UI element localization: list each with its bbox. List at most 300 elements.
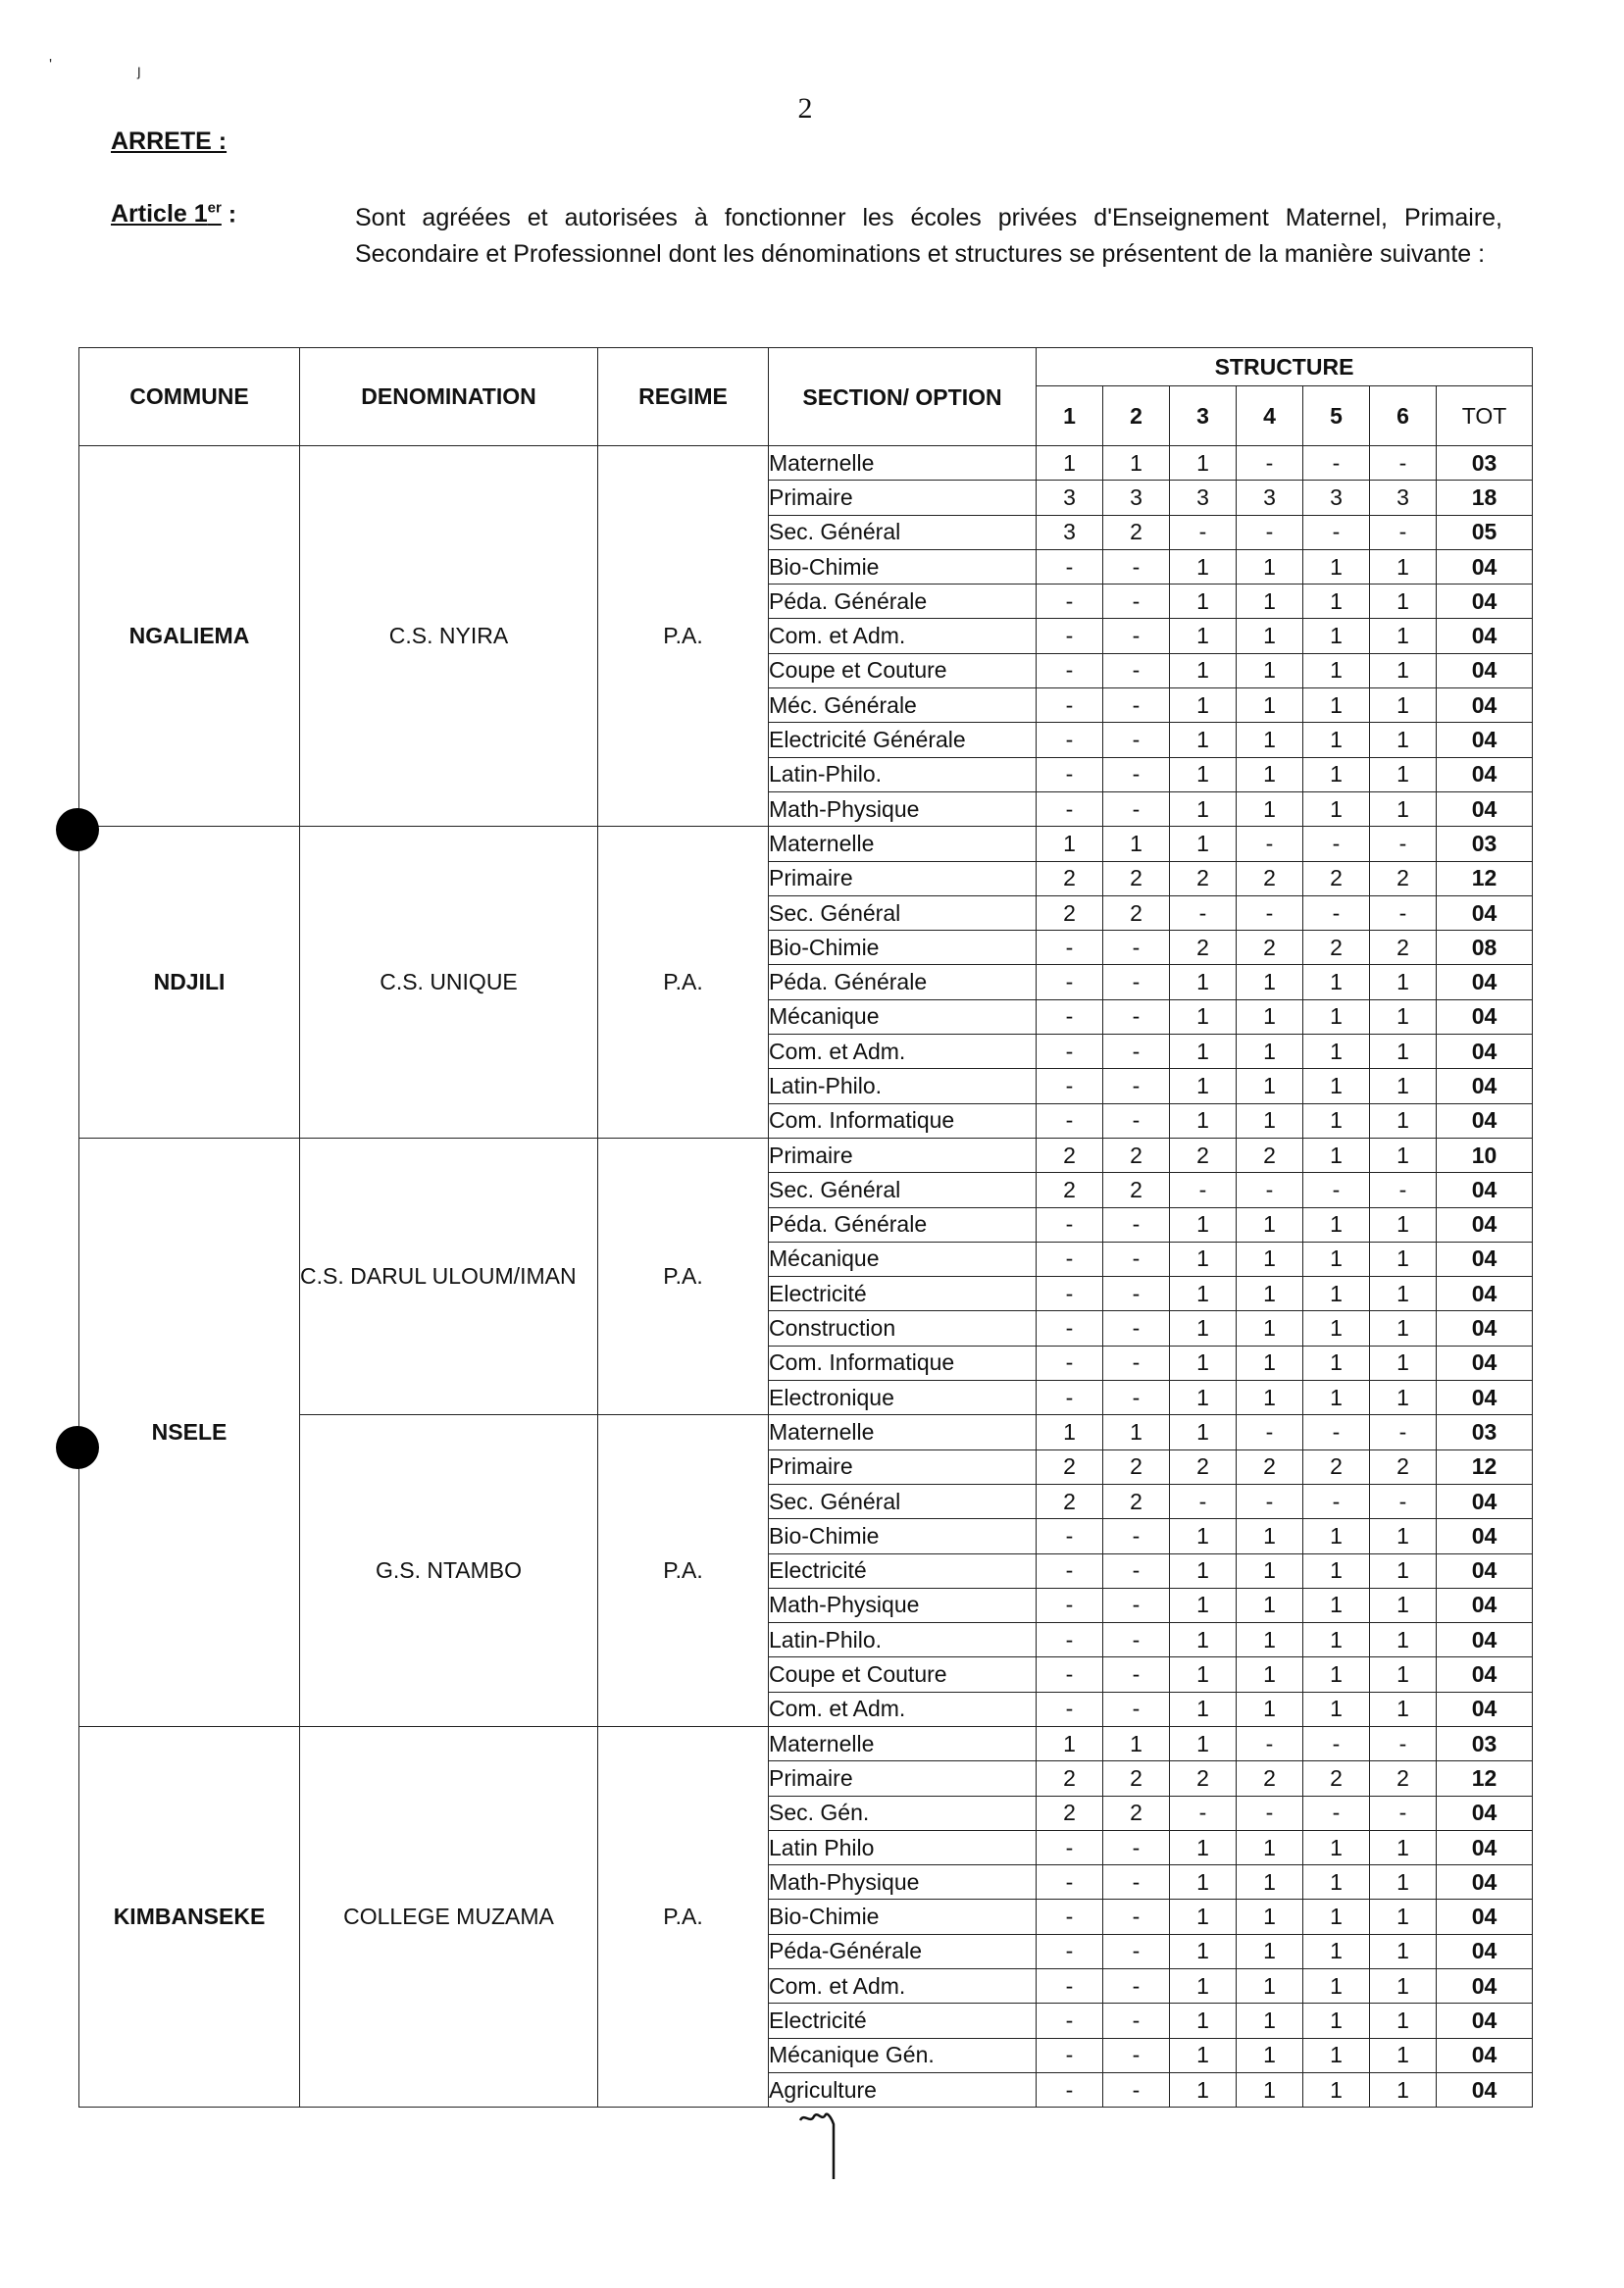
section-cell: Bio-Chimie [769,1519,1037,1553]
tot-cell: 18 [1437,481,1533,515]
level-cell: 1 [1370,2072,1437,2107]
level-cell: 1 [1370,1207,1437,1242]
level-cell: 1 [1037,827,1103,861]
level-cell: 1 [1303,965,1370,999]
level-cell: 2 [1170,931,1237,965]
level-cell: 1 [1370,585,1437,619]
level-cell: - [1370,515,1437,549]
table-body [79,446,1533,2108]
level-cell: 1 [1303,1969,1370,2004]
level-cell: - [1370,895,1437,930]
level-cell: 2 [1103,1761,1170,1796]
level-cell: 2 [1037,1173,1103,1207]
tot-cell: 04 [1437,1796,1533,1830]
level-cell: 2 [1370,1761,1437,1796]
section-cell: Mécanique [769,999,1037,1034]
level-cell: - [1037,1900,1103,1934]
level-cell: - [1303,1173,1370,1207]
level-cell: - [1103,2038,1170,2072]
level-cell: 1 [1170,791,1237,826]
level-cell: - [1037,1381,1103,1415]
section-cell: Maternelle [769,827,1037,861]
page-number: 2 [797,92,813,125]
level-cell: - [1103,1588,1170,1622]
level-cell: 1 [1103,827,1170,861]
article-label [111,200,236,229]
level-cell: 1 [1170,585,1237,619]
tot-cell: 04 [1437,757,1533,791]
level-cell: 1 [1170,965,1237,999]
tot-cell: 04 [1437,1623,1533,1657]
section-cell: Construction [769,1311,1037,1346]
tot-cell: 04 [1437,1969,1533,2004]
level-cell: - [1237,515,1303,549]
level-cell: 1 [1303,1138,1370,1172]
level-cell: 1 [1103,1415,1170,1449]
tot-cell: 04 [1437,2072,1533,2107]
tot-cell: 04 [1437,895,1533,930]
level-cell: - [1103,757,1170,791]
level-cell: - [1303,827,1370,861]
level-cell: - [1370,827,1437,861]
level-cell: - [1037,791,1103,826]
regime-cell: P.A. [598,827,769,1139]
level-cell: 2 [1303,861,1370,895]
level-cell: - [1103,1381,1170,1415]
level-cell: - [1103,1103,1170,1138]
level-cell: - [1037,1692,1103,1726]
level-cell: - [1037,1346,1103,1380]
level-cell: 1 [1170,1415,1237,1449]
level-cell: 1 [1237,1934,1303,1968]
level-cell: 1 [1170,1830,1237,1864]
level-cell: 1 [1170,1103,1237,1138]
level-cell: 2 [1103,1796,1170,1830]
section-cell: Electricité [769,1277,1037,1311]
level-cell: 1 [1237,653,1303,687]
level-cell: 2 [1037,895,1103,930]
table-row [79,446,1533,481]
denomination-cell: C.S. UNIQUE [300,827,598,1139]
level-cell: 1 [1237,965,1303,999]
level-cell: - [1103,999,1170,1034]
header-level: 2 [1103,386,1170,446]
level-cell: - [1170,1796,1237,1830]
tot-cell: 04 [1437,1242,1533,1276]
level-cell: - [1037,1069,1103,1103]
table-row [79,1726,1533,1760]
level-cell: 1 [1170,1588,1237,1622]
level-cell: 1 [1303,1346,1370,1380]
tot-cell: 04 [1437,791,1533,826]
denomination-cell: COLLEGE MUZAMA [300,1726,598,2107]
level-cell: 1 [1303,1623,1370,1657]
level-cell: 1 [1170,688,1237,723]
section-cell: Com. Informatique [769,1103,1037,1138]
section-cell: Sec. Général [769,895,1037,930]
level-cell: 1 [1237,1311,1303,1346]
level-cell: 1 [1237,1035,1303,1069]
tot-cell: 04 [1437,1484,1533,1518]
level-cell: - [1103,1311,1170,1346]
level-cell: 1 [1170,1207,1237,1242]
level-cell: - [1103,549,1170,584]
level-cell: - [1303,1415,1370,1449]
level-cell: - [1037,965,1103,999]
level-cell: 1 [1237,2004,1303,2038]
level-cell: - [1037,1865,1103,1900]
level-cell: 1 [1303,1692,1370,1726]
level-cell: 2 [1170,1761,1237,1796]
level-cell: 1 [1237,723,1303,757]
level-cell: 1 [1370,1346,1437,1380]
regime-cell: P.A. [598,1726,769,2107]
level-cell: 1 [1370,1657,1437,1692]
level-cell: 1 [1303,1103,1370,1138]
level-cell: - [1037,619,1103,653]
section-cell: Electronique [769,1381,1037,1415]
level-cell: 3 [1037,515,1103,549]
level-cell: - [1037,999,1103,1034]
tot-cell: 04 [1437,2038,1533,2072]
level-cell: 1 [1237,688,1303,723]
tot-cell: 04 [1437,1173,1533,1207]
level-cell: 1 [1303,1588,1370,1622]
level-cell: 1 [1303,1657,1370,1692]
tot-cell: 04 [1437,1830,1533,1864]
level-cell: 2 [1303,1761,1370,1796]
level-cell: - [1103,1900,1170,1934]
section-cell: Péda. Générale [769,585,1037,619]
level-cell: 1 [1370,791,1437,826]
section-cell: Bio-Chimie [769,549,1037,584]
tot-cell: 04 [1437,723,1533,757]
level-cell: 1 [1370,1900,1437,1934]
level-cell: 1 [1303,791,1370,826]
level-cell: 1 [1037,1415,1103,1449]
level-cell: - [1103,1865,1170,1900]
tot-cell: 04 [1437,653,1533,687]
tot-cell: 04 [1437,1934,1533,1968]
level-cell: 1 [1237,1242,1303,1276]
section-cell: Latin Philo [769,1830,1037,1864]
commune-cell: NSELE [79,1138,300,1726]
tot-cell: 04 [1437,1381,1533,1415]
tot-cell: 04 [1437,585,1533,619]
level-cell: - [1037,1969,1103,2004]
level-cell: 1 [1170,1623,1237,1657]
level-cell: - [1303,515,1370,549]
header-commune: COMMUNE [79,348,300,446]
level-cell: 1 [1170,827,1237,861]
level-cell: - [1370,1173,1437,1207]
level-cell: 1 [1237,2038,1303,2072]
tot-cell: 04 [1437,1900,1533,1934]
level-cell: 1 [1170,1035,1237,1069]
level-cell: 2 [1103,861,1170,895]
level-cell: - [1103,965,1170,999]
level-cell: 1 [1370,1311,1437,1346]
level-cell: - [1037,2038,1103,2072]
tot-cell: 04 [1437,1103,1533,1138]
level-cell: 1 [1237,2072,1303,2107]
level-cell: 2 [1170,1449,1237,1484]
level-cell: - [1103,653,1170,687]
punch-hole [56,1426,99,1469]
level-cell: 1 [1303,1277,1370,1311]
level-cell: 1 [1170,2072,1237,2107]
level-cell: - [1237,446,1303,481]
level-cell: - [1103,1934,1170,1968]
section-cell: Bio-Chimie [769,1900,1037,1934]
level-cell: 2 [1103,1138,1170,1172]
level-cell: 1 [1370,757,1437,791]
level-cell: - [1103,931,1170,965]
level-cell: 1 [1370,1553,1437,1588]
level-cell: 2 [1170,861,1237,895]
level-cell: 1 [1170,1242,1237,1276]
level-cell: 1 [1303,1242,1370,1276]
tot-cell: 04 [1437,1588,1533,1622]
denomination-cell: C.S. NYIRA [300,446,598,827]
level-cell: 1 [1237,1103,1303,1138]
tot-cell: 04 [1437,965,1533,999]
level-cell: 1 [1170,757,1237,791]
level-cell: - [1103,1623,1170,1657]
level-cell: 1 [1170,1311,1237,1346]
level-cell: - [1037,1311,1103,1346]
section-cell: Com. Informatique [769,1346,1037,1380]
level-cell: - [1237,1796,1303,1830]
article-label-suffix: : [221,200,237,229]
tot-cell: 05 [1437,515,1533,549]
arrete-heading: ARRETE : [111,127,228,155]
level-cell: - [1037,1553,1103,1588]
level-cell: 2 [1103,515,1170,549]
level-cell: 2 [1237,861,1303,895]
level-cell: - [1303,446,1370,481]
level-cell: 1 [1170,619,1237,653]
level-cell: 1 [1370,549,1437,584]
section-cell: Maternelle [769,1726,1037,1760]
level-cell: 1 [1237,1553,1303,1588]
level-cell: - [1103,2072,1170,2107]
level-cell: - [1103,688,1170,723]
level-cell: - [1103,1035,1170,1069]
level-cell: - [1237,827,1303,861]
level-cell: - [1103,1692,1170,1726]
denomination-cell: C.S. DARUL ULOUM/IMAN [300,1138,598,1414]
section-cell: Péda. Générale [769,965,1037,999]
level-cell: - [1103,1830,1170,1864]
level-cell: - [1037,757,1103,791]
level-cell: - [1103,1519,1170,1553]
level-cell: - [1037,653,1103,687]
level-cell: 2 [1037,1138,1103,1172]
level-cell: 2 [1103,895,1170,930]
section-cell: Math-Physique [769,1865,1037,1900]
level-cell: 2 [1103,1449,1170,1484]
level-cell: 1 [1103,1726,1170,1760]
level-cell: 1 [1237,1069,1303,1103]
level-cell: 1 [1170,1553,1237,1588]
level-cell: 2 [1037,1484,1103,1518]
level-cell: 1 [1370,1035,1437,1069]
scan-mark: ' [49,57,53,74]
level-cell: - [1370,446,1437,481]
section-cell: Primaire [769,1138,1037,1172]
level-cell: 1 [1170,1381,1237,1415]
section-cell: Agriculture [769,2072,1037,2107]
header-structure: STRUCTURE [1037,348,1533,386]
level-cell: 1 [1303,585,1370,619]
level-cell: - [1037,1035,1103,1069]
tot-cell: 12 [1437,861,1533,895]
level-cell: 1 [1237,757,1303,791]
section-cell: Electricité [769,1553,1037,1588]
level-cell: 3 [1037,481,1103,515]
section-cell: Electricité Générale [769,723,1037,757]
level-cell: - [1237,1173,1303,1207]
level-cell: 2 [1103,1173,1170,1207]
tot-cell: 03 [1437,1726,1533,1760]
level-cell: 1 [1237,1900,1303,1934]
level-cell: 2 [1303,931,1370,965]
section-cell: Mécanique Gén. [769,2038,1037,2072]
punch-hole [56,808,99,851]
level-cell: 1 [1303,1519,1370,1553]
section-cell: Mécanique [769,1242,1037,1276]
tot-cell: 04 [1437,1553,1533,1588]
level-cell: 1 [1303,2038,1370,2072]
level-cell: 1 [1103,446,1170,481]
section-cell: Maternelle [769,1415,1037,1449]
tot-cell: 12 [1437,1449,1533,1484]
level-cell: 1 [1170,1934,1237,1968]
level-cell: 2 [1037,1449,1103,1484]
level-cell: - [1103,1346,1170,1380]
level-cell: 1 [1370,1830,1437,1864]
level-cell: 1 [1237,1623,1303,1657]
level-cell: - [1037,2004,1103,2038]
level-cell: 1 [1370,619,1437,653]
level-cell: - [1037,1934,1103,1968]
section-cell: Com. et Adm. [769,1692,1037,1726]
section-cell: Sec. Général [769,515,1037,549]
section-cell: Primaire [769,1761,1037,1796]
level-cell: 1 [1170,1277,1237,1311]
level-cell: - [1037,931,1103,965]
tot-cell: 03 [1437,827,1533,861]
level-cell: 1 [1303,1069,1370,1103]
level-cell: - [1037,1623,1103,1657]
level-cell: - [1103,1242,1170,1276]
level-cell: 1 [1303,619,1370,653]
commune-cell: NGALIEMA [79,446,300,827]
section-cell: Com. et Adm. [769,1969,1037,2004]
section-cell: Sec. Général [769,1484,1037,1518]
level-cell: 1 [1237,1381,1303,1415]
section-cell: Coupe et Couture [769,653,1037,687]
level-cell: 3 [1370,481,1437,515]
level-cell: - [1103,791,1170,826]
section-cell: Latin-Philo. [769,757,1037,791]
level-cell: - [1237,895,1303,930]
level-cell: 1 [1237,1692,1303,1726]
tot-cell: 04 [1437,1519,1533,1553]
level-cell: 1 [1303,1311,1370,1346]
tot-cell: 04 [1437,1311,1533,1346]
level-cell: 1 [1303,1830,1370,1864]
level-cell: - [1037,1242,1103,1276]
level-cell: 1 [1303,999,1370,1034]
level-cell: - [1103,1207,1170,1242]
level-cell: 1 [1237,999,1303,1034]
level-cell: 1 [1303,1553,1370,1588]
level-cell: 1 [1170,1069,1237,1103]
level-cell: 1 [1170,1969,1237,2004]
level-cell: - [1237,1415,1303,1449]
tot-cell: 04 [1437,549,1533,584]
level-cell: - [1103,1553,1170,1588]
level-cell: 2 [1303,1449,1370,1484]
level-cell: 2 [1237,931,1303,965]
level-cell: 1 [1237,1588,1303,1622]
tot-cell: 04 [1437,1069,1533,1103]
level-cell: - [1037,1207,1103,1242]
level-cell: - [1037,1830,1103,1864]
level-cell: 2 [1370,931,1437,965]
level-cell: - [1103,723,1170,757]
section-cell: Math-Physique [769,791,1037,826]
level-cell: - [1037,585,1103,619]
level-cell: - [1103,619,1170,653]
level-cell: - [1170,515,1237,549]
level-cell: 1 [1170,1692,1237,1726]
level-cell: - [1370,1726,1437,1760]
header-section-text: SECTION/ OPTION [802,383,1002,410]
level-cell: 1 [1370,1865,1437,1900]
initials-mark [796,2110,845,2189]
level-cell: 1 [1303,2004,1370,2038]
level-cell: - [1037,549,1103,584]
level-cell: 1 [1303,1865,1370,1900]
section-cell: Méc. Générale [769,688,1037,723]
section-cell: Primaire [769,861,1037,895]
article-label-text: Article 1 [111,200,208,229]
level-cell: - [1237,1484,1303,1518]
level-cell: 1 [1370,1519,1437,1553]
level-cell: - [1103,1277,1170,1311]
level-cell: 1 [1370,1277,1437,1311]
level-cell: 1 [1370,1242,1437,1276]
denomination-cell: G.S. NTAMBO [300,1415,598,1727]
tot-cell: 03 [1437,446,1533,481]
level-cell: 1 [1370,999,1437,1034]
level-cell: 1 [1303,1381,1370,1415]
level-cell: 2 [1237,1449,1303,1484]
level-cell: - [1170,1173,1237,1207]
level-cell: - [1237,1726,1303,1760]
scan-mark: ȷ [137,63,141,79]
level-cell: - [1170,895,1237,930]
level-cell: 2 [1037,1796,1103,1830]
level-cell: 1 [1237,549,1303,584]
level-cell: 1 [1170,1519,1237,1553]
level-cell: 1 [1370,965,1437,999]
level-cell: 1 [1170,2004,1237,2038]
level-cell: - [1103,1069,1170,1103]
